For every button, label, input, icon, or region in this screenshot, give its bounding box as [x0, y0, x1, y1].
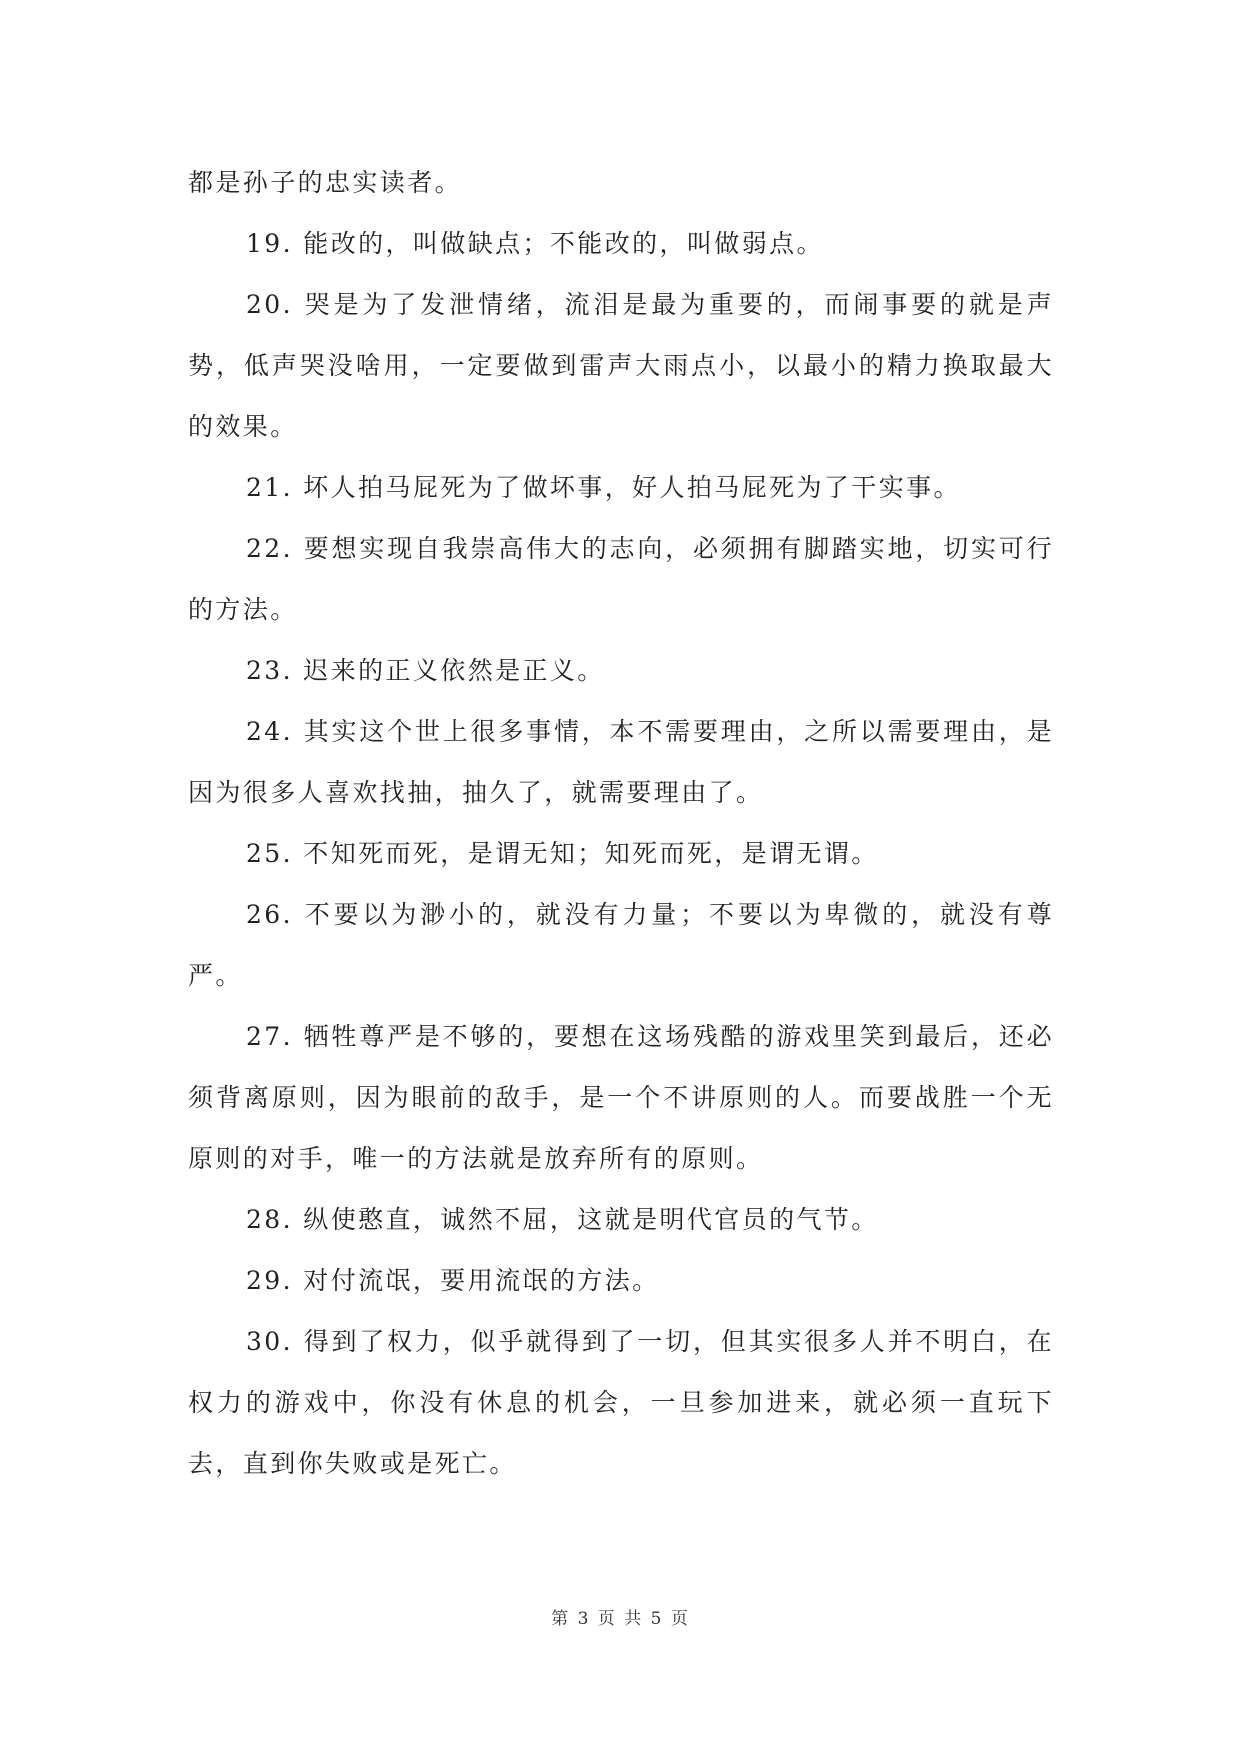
quote-paragraph-29: 29. 对付流氓，要用流氓的方法。 — [246, 1266, 660, 1295]
quote-paragraph-28: 28. 纵使憨直，诚然不屈，这就是明代官员的气节。 — [246, 1205, 879, 1234]
quote-paragraph-27: 27. 牺牲尊严是不够的，要想在这场残酷的游戏里笑到最后，还必须背离原则，因为眼前的敌手，是一个不讲原则的人。而要战胜一个无原则的对手，唯一的方法就是放弃所有的原则。 — [188, 1022, 1054, 1173]
document-body — [188, 152, 1054, 1494]
paragraph-continuation: 都是孙子的忠实读者。 — [188, 168, 463, 197]
page-number-footer: 第 3 页 共 5 页 — [551, 1609, 690, 1629]
quote-paragraph-25: 25. 不知死而死，是谓无知；知死而死，是谓无谓。 — [246, 839, 879, 868]
quote-paragraph-23: 23. 迟来的正义依然是正义。 — [246, 656, 605, 685]
quote-paragraph-22: 22. 要想实现自我崇高伟大的志向，必须拥有脚踏实地，切实可行的方法。 — [188, 534, 1054, 624]
quote-paragraph-20: 20. 哭是为了发泄情绪，流泪是最为重要的，而闹事要的就是声势，低声哭没啥用，一定要做到雷声大雨点小，以最小的精力换取最大的效果。 — [188, 290, 1054, 441]
quote-paragraph-21: 21. 坏人拍马屁死为了做坏事，好人拍马屁死为了干实事。 — [246, 473, 961, 502]
quote-paragraph-30: 30. 得到了权力，似乎就得到了一切，但其实很多人并不明白，在权力的游戏中，你没有休息的机会，一旦参加进来，就必须一直玩下去，直到你失败或是死亡。 — [188, 1327, 1054, 1478]
quote-paragraph-19: 19. 能改的，叫做缺点；不能改的，叫做弱点。 — [246, 229, 824, 258]
quote-paragraph-26: 26. 不要以为渺小的，就没有力量；不要以为卑微的，就没有尊严。 — [188, 900, 1054, 990]
quote-paragraph-24: 24. 其实这个世上很多事情，本不需要理由，之所以需要理由，是因为很多人喜欢找抽，抽久了，就需要理由了。 — [188, 717, 1054, 807]
